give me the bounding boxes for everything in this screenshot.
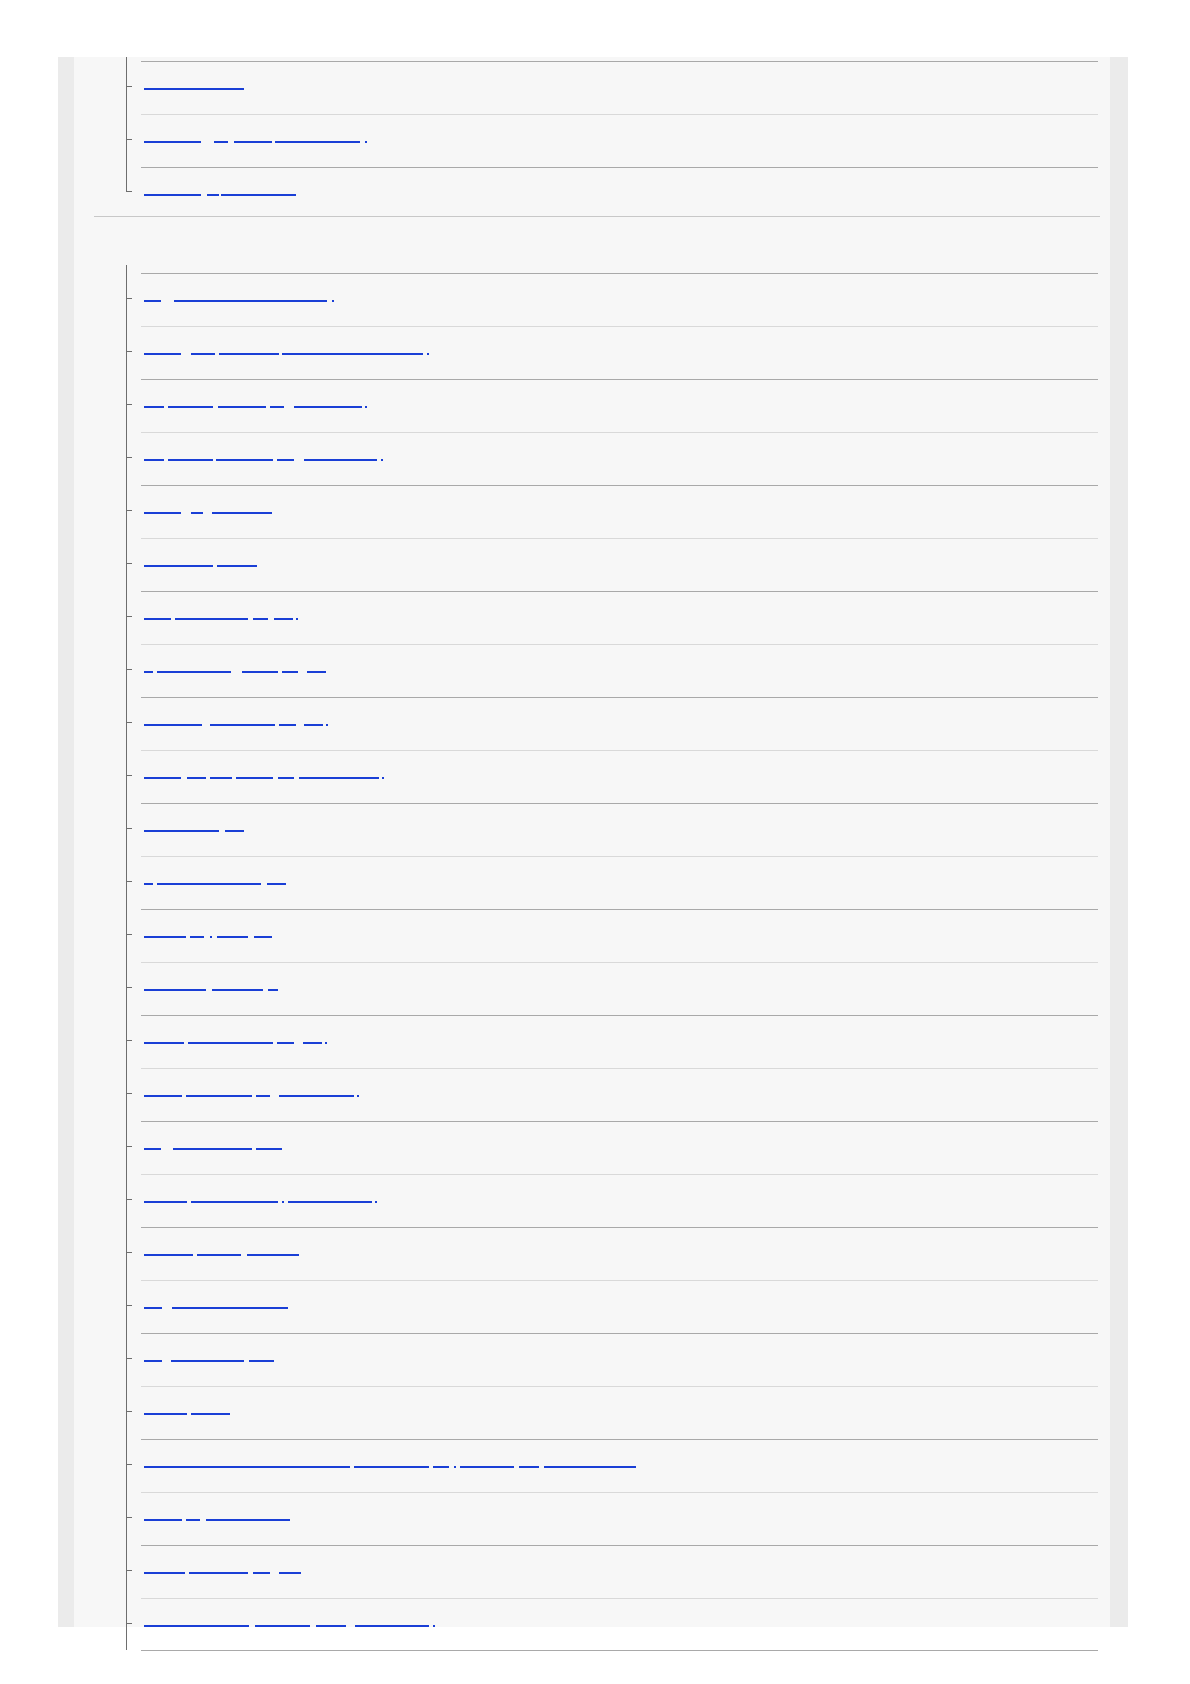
row-divider <box>141 1174 1098 1175</box>
link-underline-segment <box>460 1466 514 1468</box>
link-underline-segment <box>212 512 272 514</box>
tree-branch-tick <box>126 934 132 935</box>
row-divider <box>141 1545 1098 1546</box>
link-underline-segment <box>304 459 377 461</box>
toc-item[interactable] <box>126 1386 1098 1438</box>
link-underline-segment <box>191 353 215 355</box>
toc-item[interactable] <box>126 1121 1098 1173</box>
link-underline-segment <box>355 1625 429 1627</box>
link-underline-segment <box>144 671 153 673</box>
link-underline-segment <box>256 1095 270 1097</box>
link-underline-segment <box>375 1201 377 1203</box>
toc-item[interactable] <box>126 697 1098 749</box>
tree-branch-tick <box>126 1199 132 1200</box>
toc-item[interactable] <box>126 1598 1098 1650</box>
link-underline-segment <box>225 830 244 832</box>
toc-link[interactable] <box>144 1307 288 1309</box>
toc-link[interactable] <box>144 406 367 408</box>
link-underline-segment <box>217 936 248 938</box>
link-underline-segment <box>253 618 268 620</box>
tree-branch-tick <box>126 1146 132 1147</box>
tree-branch-tick <box>126 828 132 829</box>
toc-link[interactable] <box>144 1413 230 1415</box>
link-word-gap <box>161 300 174 302</box>
link-underline-segment <box>144 777 181 779</box>
link-underline-segment <box>144 88 244 90</box>
link-underline-segment <box>279 1095 354 1097</box>
toc-link[interactable] <box>144 565 257 567</box>
link-underline-segment <box>144 883 153 885</box>
link-underline-segment <box>326 724 328 726</box>
link-underline-segment <box>544 1466 636 1468</box>
toc-item[interactable] <box>126 326 1098 378</box>
tree-branch-tick <box>126 1093 132 1094</box>
link-underline-segment <box>186 1519 200 1521</box>
link-underline-segment <box>206 1519 290 1521</box>
toc-item[interactable] <box>126 909 1098 961</box>
link-underline-segment <box>217 565 257 567</box>
tree-branch-tick <box>126 510 132 511</box>
tree-branch-tick <box>126 1305 132 1306</box>
link-underline-segment <box>187 777 206 779</box>
link-underline-segment <box>278 777 294 779</box>
link-underline-segment <box>173 1148 252 1150</box>
toc-link[interactable] <box>144 300 334 302</box>
link-word-gap <box>270 1572 279 1574</box>
link-underline-segment <box>191 512 203 514</box>
tree-branch-tick <box>126 298 132 299</box>
toc-link[interactable] <box>144 1254 299 1256</box>
link-underline-segment <box>144 565 213 567</box>
row-divider <box>141 1333 1098 1334</box>
toc-item[interactable] <box>126 1492 1098 1544</box>
row-divider <box>141 538 1098 539</box>
row-divider <box>141 1386 1098 1387</box>
row-divider <box>141 273 1098 274</box>
toc-link[interactable] <box>144 1360 274 1362</box>
row-divider <box>141 432 1098 433</box>
tree-branch-tick <box>126 616 132 617</box>
link-word-gap <box>202 724 210 726</box>
toc-link[interactable] <box>144 141 367 143</box>
toc-item[interactable] <box>126 962 1098 1014</box>
link-underline-segment <box>144 989 206 991</box>
toc-group-2 <box>74 265 1110 1651</box>
link-underline-segment <box>303 1042 322 1044</box>
link-underline-segment <box>254 936 272 938</box>
toc-link[interactable] <box>144 1148 282 1150</box>
row-divider <box>141 1598 1098 1599</box>
link-underline-segment <box>214 141 228 143</box>
link-underline-segment <box>267 883 286 885</box>
link-underline-segment <box>279 724 296 726</box>
toc-item[interactable] <box>126 61 1098 113</box>
tree-branch-tick <box>126 881 132 882</box>
link-underline-segment <box>144 353 181 355</box>
link-word-gap <box>161 1148 173 1150</box>
link-underline-segment <box>144 1307 162 1309</box>
link-underline-segment <box>144 1360 162 1362</box>
link-underline-segment <box>212 989 263 991</box>
tree-branch-tick <box>126 563 132 564</box>
link-word-gap <box>181 353 191 355</box>
tree-branch-tick <box>126 457 132 458</box>
toc-link[interactable] <box>144 353 429 355</box>
toc-item[interactable] <box>126 1068 1098 1120</box>
row-divider <box>141 1121 1098 1122</box>
tree-branch-tick <box>126 1517 132 1518</box>
link-word-gap <box>284 406 294 408</box>
toc-link[interactable] <box>144 1572 301 1574</box>
link-underline-segment <box>357 1095 359 1097</box>
link-underline-segment <box>304 724 323 726</box>
toc-link[interactable] <box>144 936 272 938</box>
link-underline-segment <box>296 618 298 620</box>
link-underline-segment <box>433 1625 435 1627</box>
toc-item[interactable] <box>126 1439 1098 1491</box>
link-word-gap <box>270 1095 279 1097</box>
toc-link[interactable] <box>144 671 326 673</box>
toc-link[interactable] <box>144 1201 377 1203</box>
link-underline-segment <box>325 1042 327 1044</box>
toc-item[interactable] <box>126 1545 1098 1597</box>
link-underline-segment <box>188 1042 273 1044</box>
link-word-gap <box>162 1360 171 1362</box>
link-underline-segment <box>144 1148 161 1150</box>
row-divider <box>141 962 1098 963</box>
toc-item[interactable] <box>126 114 1098 166</box>
link-underline-segment <box>242 671 278 673</box>
link-underline-segment <box>316 1625 346 1627</box>
link-underline-segment <box>144 1413 187 1415</box>
toc-item[interactable] <box>126 856 1098 908</box>
link-underline-segment <box>307 671 326 673</box>
link-word-gap <box>294 459 304 461</box>
toc-item[interactable] <box>126 644 1098 696</box>
link-underline-segment <box>144 1466 350 1468</box>
toc-link[interactable] <box>144 512 272 514</box>
link-underline-segment <box>191 1413 230 1415</box>
link-underline-segment <box>144 1625 249 1627</box>
toc-item[interactable] <box>126 591 1098 643</box>
link-underline-segment <box>519 1466 539 1468</box>
tree-corner-connector <box>126 167 132 192</box>
row-divider <box>141 909 1098 910</box>
link-underline-segment <box>144 459 164 461</box>
link-underline-segment <box>365 406 367 408</box>
link-underline-segment <box>144 1042 184 1044</box>
row-divider <box>141 379 1098 380</box>
toc-link[interactable] <box>144 883 286 885</box>
link-underline-segment <box>270 406 284 408</box>
toc-item[interactable] <box>126 485 1098 537</box>
toc-item[interactable] <box>126 167 1098 219</box>
toc-link[interactable] <box>144 830 244 832</box>
link-underline-segment <box>282 353 423 355</box>
link-underline-segment <box>144 194 201 196</box>
link-underline-segment <box>207 194 219 196</box>
link-underline-segment <box>144 618 171 620</box>
toc-group-1 <box>74 57 1110 220</box>
toc-link[interactable] <box>144 194 296 196</box>
link-underline-segment <box>210 724 275 726</box>
row-divider <box>141 326 1098 327</box>
row-divider <box>141 697 1098 698</box>
link-underline-segment <box>175 618 248 620</box>
link-underline-segment <box>268 989 278 991</box>
link-underline-segment <box>191 1201 278 1203</box>
row-divider <box>141 591 1098 592</box>
toc-item[interactable] <box>126 379 1098 431</box>
toc-link[interactable] <box>144 1095 359 1097</box>
row-divider <box>141 803 1098 804</box>
link-underline-segment <box>157 883 261 885</box>
row-divider <box>141 750 1098 751</box>
link-underline-segment <box>190 936 204 938</box>
tree-branch-tick <box>126 351 132 352</box>
link-underline-segment <box>189 1572 248 1574</box>
toc-item[interactable] <box>126 1174 1098 1226</box>
link-underline-segment <box>381 459 383 461</box>
tree-branch-tick <box>126 1040 132 1041</box>
row-divider <box>141 1439 1098 1440</box>
link-word-gap <box>346 1625 355 1627</box>
row-divider <box>141 485 1098 486</box>
link-underline-segment <box>144 512 181 514</box>
link-underline-segment <box>249 1360 274 1362</box>
link-underline-segment <box>234 141 272 143</box>
link-underline-segment <box>144 1095 182 1097</box>
link-underline-segment <box>144 830 219 832</box>
link-word-gap <box>181 512 191 514</box>
link-word-gap <box>201 141 214 143</box>
tree-branch-tick <box>126 86 132 87</box>
link-underline-segment <box>221 194 296 196</box>
tree-branch-tick <box>126 722 132 723</box>
link-underline-segment <box>171 1360 244 1362</box>
row-divider <box>141 1650 1098 1651</box>
link-word-gap <box>203 512 212 514</box>
toc-link[interactable] <box>144 1042 327 1044</box>
link-underline-segment <box>282 671 298 673</box>
link-underline-segment <box>144 724 202 726</box>
toc-item[interactable] <box>126 538 1098 590</box>
tree-branch-tick <box>126 775 132 776</box>
tree-branch-tick <box>126 1252 132 1253</box>
toc-link[interactable] <box>144 1519 290 1521</box>
link-underline-segment <box>253 1572 270 1574</box>
link-underline-segment <box>274 618 293 620</box>
toc-item[interactable] <box>126 1015 1098 1067</box>
row-divider <box>141 1280 1098 1281</box>
tree-branch-tick <box>126 1623 132 1624</box>
link-underline-segment <box>144 406 164 408</box>
content-panel <box>74 57 1110 1627</box>
link-underline-segment <box>354 1466 429 1468</box>
link-underline-segment <box>382 777 384 779</box>
link-underline-segment <box>247 1254 299 1256</box>
row-divider <box>141 1227 1098 1228</box>
toc-link[interactable] <box>144 88 244 90</box>
link-underline-segment <box>210 777 232 779</box>
link-underline-segment <box>216 459 273 461</box>
link-underline-segment <box>236 777 273 779</box>
link-underline-segment <box>427 353 429 355</box>
link-underline-segment <box>197 1254 241 1256</box>
link-word-gap <box>294 1042 303 1044</box>
tree-branch-tick <box>126 1358 132 1359</box>
toc-link[interactable] <box>144 989 278 991</box>
row-divider <box>141 1015 1098 1016</box>
toc-link[interactable] <box>144 777 384 779</box>
tree-branch-tick <box>126 669 132 670</box>
row-divider <box>141 61 1098 62</box>
toc-item[interactable] <box>126 1280 1098 1332</box>
link-underline-segment <box>168 459 213 461</box>
link-underline-segment <box>294 406 362 408</box>
link-word-gap <box>162 1307 172 1309</box>
tree-branch-tick <box>126 1464 132 1465</box>
tree-branch-tick <box>126 139 132 140</box>
toc-link[interactable] <box>144 459 383 461</box>
toc-item[interactable] <box>126 1333 1098 1385</box>
toc-item[interactable] <box>126 1227 1098 1279</box>
row-divider <box>141 1492 1098 1493</box>
link-underline-segment <box>144 1254 193 1256</box>
link-underline-segment <box>332 300 334 302</box>
toc-link[interactable] <box>144 1466 636 1468</box>
toc-link[interactable] <box>144 618 298 620</box>
link-underline-segment <box>256 1148 282 1150</box>
tree-branch-tick <box>126 1570 132 1571</box>
link-underline-segment <box>279 1572 301 1574</box>
toc-item[interactable] <box>126 750 1098 802</box>
link-underline-segment <box>168 406 213 408</box>
link-underline-segment <box>433 1466 449 1468</box>
link-underline-segment <box>174 300 327 302</box>
section-divider <box>94 216 1100 217</box>
row-divider <box>141 167 1098 168</box>
tree-branch-tick <box>126 1411 132 1412</box>
link-underline-segment <box>277 1042 294 1044</box>
link-underline-segment <box>219 353 279 355</box>
link-underline-segment <box>157 671 231 673</box>
link-underline-segment <box>275 141 360 143</box>
link-word-gap <box>296 724 304 726</box>
link-underline-segment <box>288 1201 372 1203</box>
link-underline-segment <box>144 1519 182 1521</box>
row-divider <box>141 114 1098 115</box>
link-underline-segment <box>365 141 367 143</box>
link-underline-segment <box>144 1572 185 1574</box>
toc-item[interactable] <box>126 432 1098 484</box>
link-underline-segment <box>144 141 201 143</box>
link-underline-segment <box>144 300 161 302</box>
toc-link[interactable] <box>144 1625 435 1627</box>
link-underline-segment <box>186 1095 252 1097</box>
link-underline-segment <box>299 777 379 779</box>
toc-link[interactable] <box>144 724 328 726</box>
link-underline-segment <box>144 936 186 938</box>
link-underline-segment <box>144 1201 187 1203</box>
link-underline-segment <box>218 406 266 408</box>
row-divider <box>141 644 1098 645</box>
link-underline-segment <box>277 459 294 461</box>
link-word-gap <box>231 671 242 673</box>
link-underline-segment <box>172 1307 288 1309</box>
tree-branch-tick <box>126 987 132 988</box>
row-divider <box>141 1068 1098 1069</box>
row-divider <box>141 856 1098 857</box>
toc-item[interactable] <box>126 273 1098 325</box>
link-word-gap <box>298 671 307 673</box>
toc-item[interactable] <box>126 803 1098 855</box>
tree-branch-tick <box>126 404 132 405</box>
link-underline-segment <box>255 1625 310 1627</box>
